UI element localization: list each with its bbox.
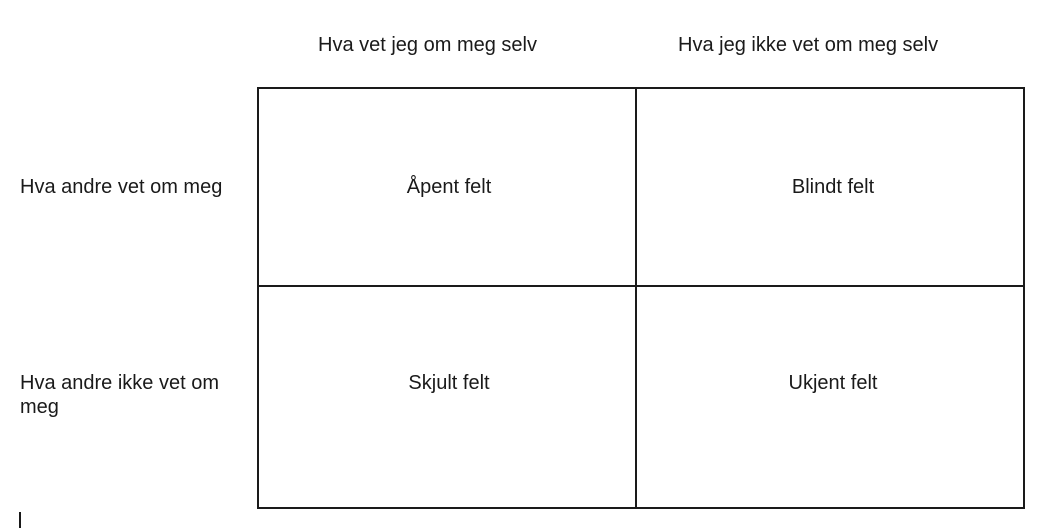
- column-header-known-to-self: Hva vet jeg om meg selv: [318, 34, 537, 56]
- row-header-known-to-others: Hva andre vet om meg: [20, 176, 223, 198]
- grid-vertical-divider: [635, 89, 637, 507]
- cell-open-area: Åpent felt: [406, 176, 492, 198]
- cell-hidden-area: Skjult felt: [408, 372, 490, 394]
- cell-blind-area: Blindt felt: [791, 176, 875, 198]
- cell-unknown-area: Ukjent felt: [788, 372, 878, 394]
- johari-window-grid: [257, 87, 1025, 509]
- row-header-unknown-to-others: Hva andre ikke vet om meg: [20, 372, 219, 418]
- column-header-unknown-to-self: Hva jeg ikke vet om meg selv: [678, 34, 939, 56]
- grid-horizontal-divider: [259, 285, 1023, 287]
- text-cursor: [19, 512, 21, 528]
